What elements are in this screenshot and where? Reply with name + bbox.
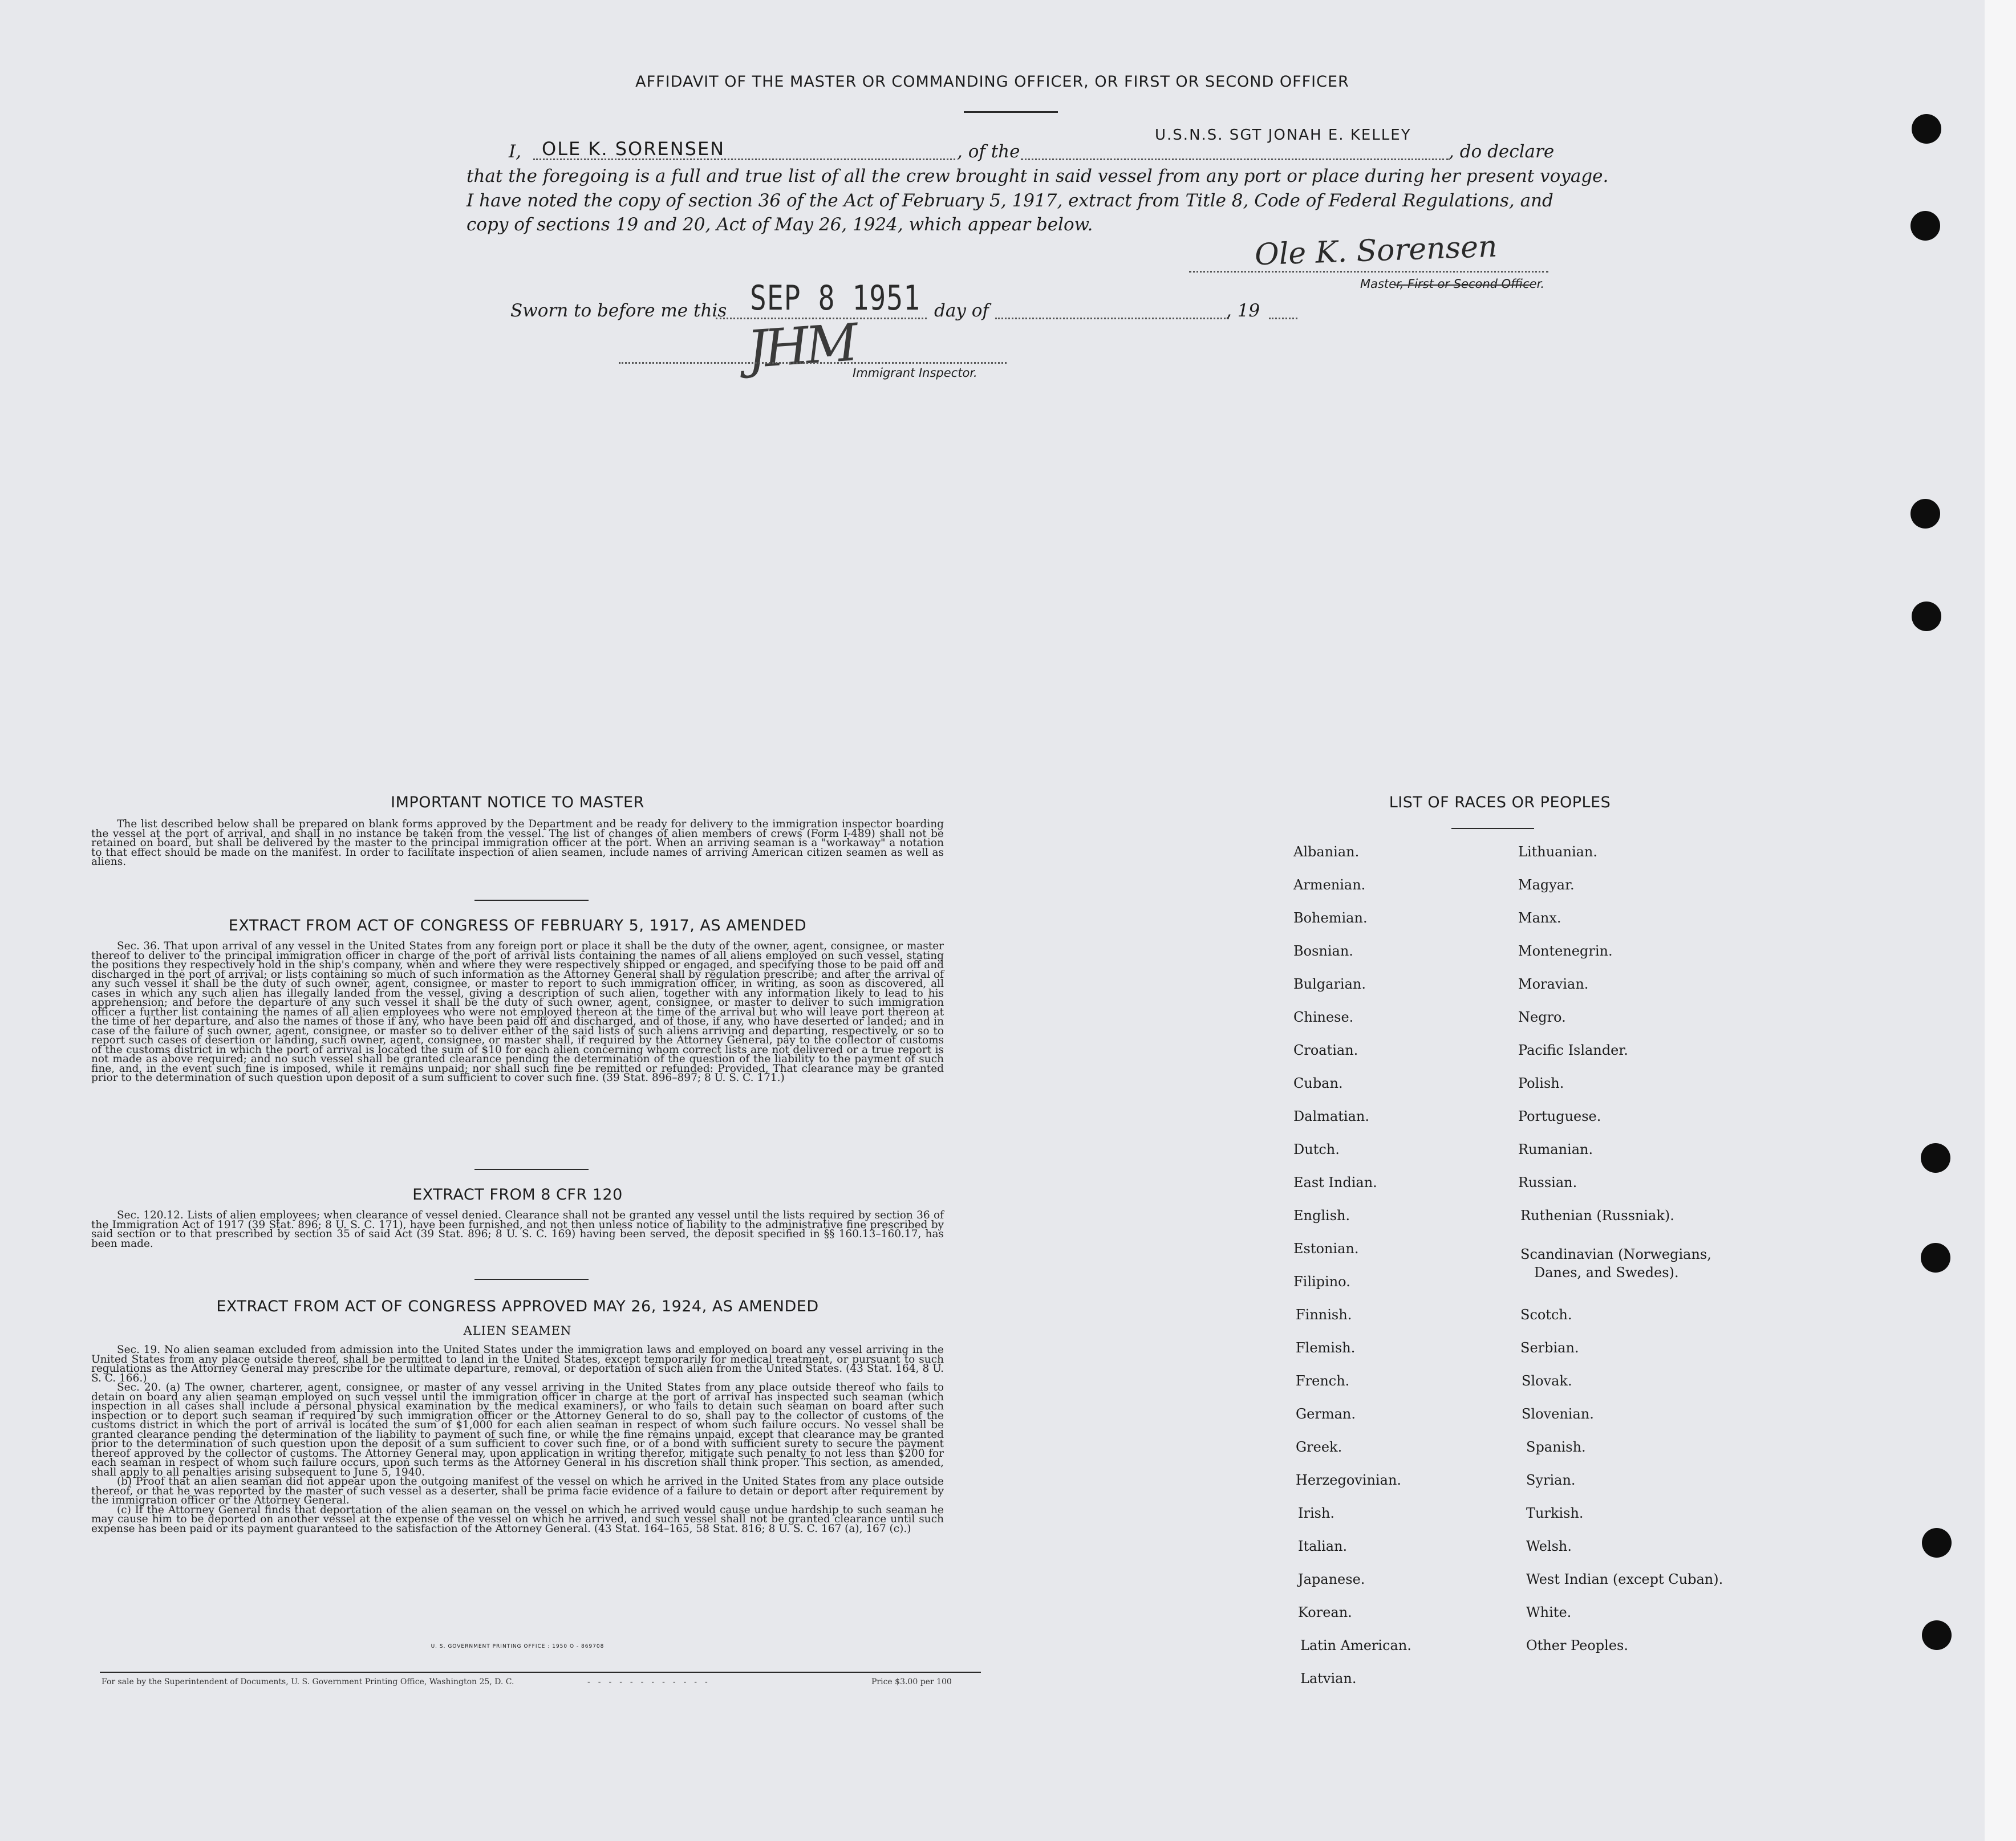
- divider-2: [474, 1169, 589, 1170]
- of-the-label: , of the: [957, 141, 1020, 162]
- extract-1917-text: [91, 942, 944, 1083]
- sworn-label: Sworn to before me this: [510, 300, 727, 321]
- footer-rule: [100, 1672, 981, 1673]
- race-item: Portuguese.: [1518, 1108, 1601, 1124]
- race-item: Serbian.: [1520, 1340, 1579, 1356]
- name-line: [533, 159, 955, 160]
- race-item: English.: [1293, 1208, 1350, 1224]
- race-item: Cuban.: [1293, 1075, 1343, 1091]
- race-item: Dutch.: [1293, 1141, 1340, 1157]
- races-divider: [1451, 828, 1534, 829]
- race-item: Korean.: [1298, 1604, 1352, 1620]
- year-prefix: , 19: [1226, 300, 1260, 321]
- race-item: Dalmatian.: [1293, 1108, 1370, 1124]
- sec-20a-paragraph: Sec. 20. (a) The owner, charterer, agent, consignee, or master of any vessel arriving in the United States from any place outside thereof who fails to detain on board any alien seaman employed on such vessel until the immigration officer in charge at the port of arrival has inspected such seaman (which inspection in all cases shall include a personal physical examination by the medical examiners), or who fails to detain such seaman on board after such inspection or to deport such seaman if required by such immigration officer or the Attorney General to do so, shall pay to the collector of customs of the customs district in which the port of arrival is located the sum of $1,000 for each alien seaman in respect of whom such failure occurs. No vessel shall be granted clearance pending the determination of the liability to payment of such fine, or while the fine remains unpaid, except that clearance may be granted prior to the determination of such question upon the deposit of a sum sufficient to cover such fine, or of a bond with sufficient surety to secure the payment thereof approved by the collector of customs. The Attorney General may, upon application in writing therefor, mitigate such penalty to not less than $200 for each seaman in respect of whom such failure occurs, upon such terms as the Attorney General in his discretion shall think proper. This section, as amended, shall apply to all penalties arising subsequent to June 5, 1940.: [91, 1381, 944, 1478]
- sec-20b-paragraph: (b) Proof that an alien seaman did not appear upon the outgoing manifest of the vessel on which he arrived in the United States from any place outside thereof, or that he was reported by the master of such vessel as a deserter, shall be prima facie evidence of a failure to detain or deport after requirement by the immigration officer or the Attorney General.: [91, 1476, 944, 1506]
- notice-paragraph: The list described below shall be prepared on blank forms approved by the Department and be ready for delivery to the immigration inspector boarding the vessel at the port of arrival, and shall in no instance be taken from the vessel. The list of changes of alien members of crews (Form I-489) shall not be retained on board, but shall be delivered by the master to the principal immigration officer at the port. When an arriving seaman is a "workaway" a notation to that effect should be made on the manifest. In order to facilitate inspection of alien seamen, include names of arriving American citizen seamen as well as aliens.: [91, 818, 944, 868]
- race-item: Bohemian.: [1293, 910, 1368, 926]
- strikethrough: [1394, 285, 1531, 286]
- race-item: Russian.: [1518, 1174, 1577, 1190]
- race-item: Negro.: [1518, 1009, 1566, 1025]
- race-item: Estonian.: [1293, 1241, 1359, 1257]
- sec-120-paragraph: Sec. 120.12. Lists of alien employees; when clearance of vessel denied. Clearance shall not be granted any vessel until the lists required by section 36 of the Immigration Act of 1917 (39 Stat. 896; 8 U. S. C. 171), have been furnished, and not then unless notice of liability to the administrative fine prescribed by said section or to that prescribed by section 35 of said Act (39 Stat. 896; 8 U. S. C. 169) having been served, the deposit specified in §§ 160.13–160.17, has been made.: [91, 1209, 944, 1250]
- race-item: Irish.: [1298, 1505, 1335, 1521]
- divider-3: [474, 1279, 589, 1280]
- declaration-line-3: copy of sections 19 and 20, Act of May 26, 1924, which appear below.: [467, 214, 1093, 235]
- race-item: West Indian (except Cuban).: [1526, 1571, 1723, 1587]
- race-item: Bulgarian.: [1293, 976, 1366, 992]
- race-item: Herzegovinian.: [1296, 1472, 1402, 1488]
- title-divider: [964, 111, 1058, 113]
- day-of-label: day of: [934, 300, 989, 321]
- punch-hole: [1912, 114, 1941, 144]
- notice-text: [91, 820, 944, 867]
- vessel-line: [1021, 159, 1449, 160]
- race-item: Flemish.: [1296, 1340, 1356, 1356]
- sec-20c-paragraph: (c) If the Attorney General finds that deportation of the alien seaman on the vessel on which he arrived would cause undue hardship to such seaman he may cause him to be deported on another vessel at the expense of the vessel on which he arrived, and such vessel shall not be granted clearance until such expense has been paid or its payment guaranteed to the satisfaction of the Attorney General. (43 Stat. 164–165, 58 Stat. 816; 8 U. S. C. 167 (a), 167 (c).): [91, 1503, 944, 1535]
- extract-1924-heading: EXTRACT FROM ACT OF CONGRESS APPROVED MAY 26, 1924, AS AMENDED: [216, 1298, 819, 1315]
- race-item: Pacific Islander.: [1518, 1042, 1628, 1058]
- race-item: Japanese.: [1298, 1571, 1365, 1587]
- race-item: Manx.: [1518, 910, 1561, 926]
- race-item: Armenian.: [1293, 877, 1366, 893]
- race-item: Welsh.: [1526, 1538, 1572, 1554]
- race-item: Lithuanian.: [1518, 844, 1598, 860]
- extract-cfr-text: [91, 1211, 944, 1249]
- punch-hole: [1912, 602, 1941, 631]
- race-item: Danes, and Swedes).: [1534, 1265, 1679, 1281]
- do-declare-label: , do declare: [1449, 141, 1555, 162]
- sec-36-paragraph: Sec. 36. That upon arrival of any vessel in the United States from any foreign port or place it shall be the duty of the owner, agent, consignee, or master thereof to deliver to the principal immigration officer in charge of the port of arrival lists containing the names of all aliens employed on such vessel, stating the positions they respectively hold in the ship's company, when and where they were respectively shipped or engaged, and specifying those to be paid off and discharged in the port of arrival; or lists containing so much of such information as the Attorney General shall by regulation prescribe; and after the arrival of any such vessel it shall be the duty of such owner, agent, consignee, or master to report to such immigration officer, in writing, as soon as discovered, all cases in which any such alien has illegally landed from the vessel, giving a description of such alien, together with any information likely to lead to his apprehension; and before the departure of any such vessel it shall be the duty of such owner, agent, consignee, or master to deliver to such immigration officer a further list containing the names of all alien employees who were not employed thereon at the time of the arrival but who will leave port thereon at the time of her departure, and also the names of those if any, who have been paid off and discharged, and of those, if any, who have deserted or landed; and in case of the failure of such owner, agent, consignee, or master so to deliver either of the said lists of such aliens arriving and departing, respectively, or so to report such cases of desertion or landing, such owner, agent, consignee, or master shall, if required by the Attorney General, pay to the collector of customs of the customs district in which the port of arrival is located the sum of $10 for each alien concerning whom correct lists are not delivered or a true report is not made as above required; and no such vessel shall be granted clearance pending the determination of the question of the liability to the payment of such fine, and, in the event such fine is imposed, while it remains unpaid; nor shall such fine be remitted or refunded: Provided, That clearance may be granted prior to the determination of such question upon deposit of a sum sufficient to cover such fine. (39 Stat. 896–897; 8 U. S. C. 171.): [91, 940, 944, 1084]
- footer-leader: ------------: [587, 1677, 716, 1686]
- race-item: Albanian.: [1293, 844, 1360, 860]
- punch-hole: [1921, 1243, 1950, 1273]
- race-item: Finnish.: [1296, 1307, 1352, 1323]
- extract-cfr-heading: EXTRACT FROM 8 CFR 120: [412, 1186, 623, 1204]
- race-item: Slovenian.: [1522, 1406, 1594, 1422]
- punch-hole: [1922, 1620, 1952, 1650]
- footer-sale-note: For sale by the Superintendent of Documents, U. S. Government Printing Office, Washington 25, D. C.: [102, 1677, 514, 1686]
- race-item: Bosnian.: [1293, 943, 1353, 959]
- inspector-caption: Immigrant Inspector.: [853, 366, 977, 380]
- punch-hole: [1910, 211, 1940, 241]
- races-heading: LIST OF RACES OR PEOPLES: [1389, 794, 1611, 811]
- divider-1: [474, 900, 589, 901]
- sec-19-paragraph: Sec. 19. No alien seaman excluded from admission into the United States under the immigration laws and employed on board any vessel arriving in the United States from any place outside thereof, shall be permitted to land in the United States, except temporarily for medical treatment, or pursuant to such regulations as the Attorney General may prescribe for the ultimate departure, removal, or deportation of such alien from the United States. (43 Stat. 164, 8 U. S. C. 166.): [91, 1344, 944, 1384]
- race-item: Spanish.: [1526, 1439, 1586, 1455]
- extract-1917-heading: EXTRACT FROM ACT OF CONGRESS OF FEBRUARY 5, 1917, AS AMENDED: [228, 917, 807, 934]
- i-label: I,: [509, 141, 522, 162]
- punch-hole: [1922, 1528, 1952, 1558]
- race-item: Montenegrin.: [1518, 943, 1613, 959]
- notice-heading: IMPORTANT NOTICE TO MASTER: [391, 794, 644, 811]
- year-line: [1269, 318, 1297, 319]
- inspector-signature: JHM: [745, 312, 857, 380]
- declaration-line-2: I have noted the copy of section 36 of the Act of February 5, 1917, extract from Title 8, Code of Federal Regulations, and: [467, 190, 1553, 211]
- race-item: White.: [1526, 1604, 1572, 1620]
- vessel-name: U.S.N.S. SGT JONAH E. KELLEY: [1155, 127, 1411, 144]
- race-item: Italian.: [1298, 1538, 1348, 1554]
- signature-line: [1189, 271, 1548, 273]
- master-signature: Ole K. Sorensen: [1254, 229, 1498, 273]
- race-item: Filipino.: [1293, 1274, 1350, 1290]
- punch-hole: [1921, 1143, 1950, 1173]
- month-line: [995, 318, 1229, 319]
- extract-1924-text: [91, 1346, 944, 1534]
- page-margin: [1985, 0, 2016, 1841]
- race-item: Scandinavian (Norwegians,: [1520, 1246, 1711, 1262]
- punch-hole: [1910, 499, 1940, 529]
- race-item: East Indian.: [1293, 1174, 1377, 1190]
- race-item: Latvian.: [1300, 1671, 1357, 1686]
- date-stamp: SEP 8 1951: [750, 278, 920, 318]
- printing-office-credit: U. S. GOVERNMENT PRINTING OFFICE : 1950 O - 869708: [431, 1644, 605, 1649]
- race-item: Rumanian.: [1518, 1141, 1593, 1157]
- declaration-line-1: that the foregoing is a full and true list of all the crew brought in said vessel from any port or place during her present voyage.: [467, 166, 1609, 186]
- race-item: Syrian.: [1526, 1472, 1576, 1488]
- race-item: Greek.: [1296, 1439, 1342, 1455]
- race-item: Chinese.: [1293, 1009, 1354, 1025]
- race-item: German.: [1296, 1406, 1356, 1422]
- race-item: Scotch.: [1520, 1307, 1572, 1323]
- race-item: French.: [1296, 1373, 1350, 1389]
- inspector-line: [619, 362, 1007, 364]
- alien-seamen-subheading: ALIEN SEAMEN: [463, 1324, 572, 1338]
- race-item: Polish.: [1518, 1075, 1564, 1091]
- footer-price: Price $3.00 per 100: [871, 1677, 952, 1686]
- affidavit-title: AFFIDAVIT OF THE MASTER OR COMMANDING OFFICER, OR FIRST OR SECOND OFFICER: [635, 73, 1349, 91]
- race-item: Ruthenian (Russniak).: [1520, 1208, 1674, 1224]
- race-item: Magyar.: [1518, 877, 1575, 893]
- master-name: OLE K. SORENSEN: [542, 138, 725, 160]
- race-item: Moravian.: [1518, 976, 1589, 992]
- race-item: Other Peoples.: [1526, 1637, 1628, 1653]
- master-caption: Master, First or Second Officer.: [1360, 277, 1545, 291]
- race-item: Croatian.: [1293, 1042, 1358, 1058]
- race-item: Slovak.: [1522, 1373, 1572, 1389]
- race-item: Turkish.: [1526, 1505, 1584, 1521]
- race-item: Latin American.: [1300, 1637, 1411, 1653]
